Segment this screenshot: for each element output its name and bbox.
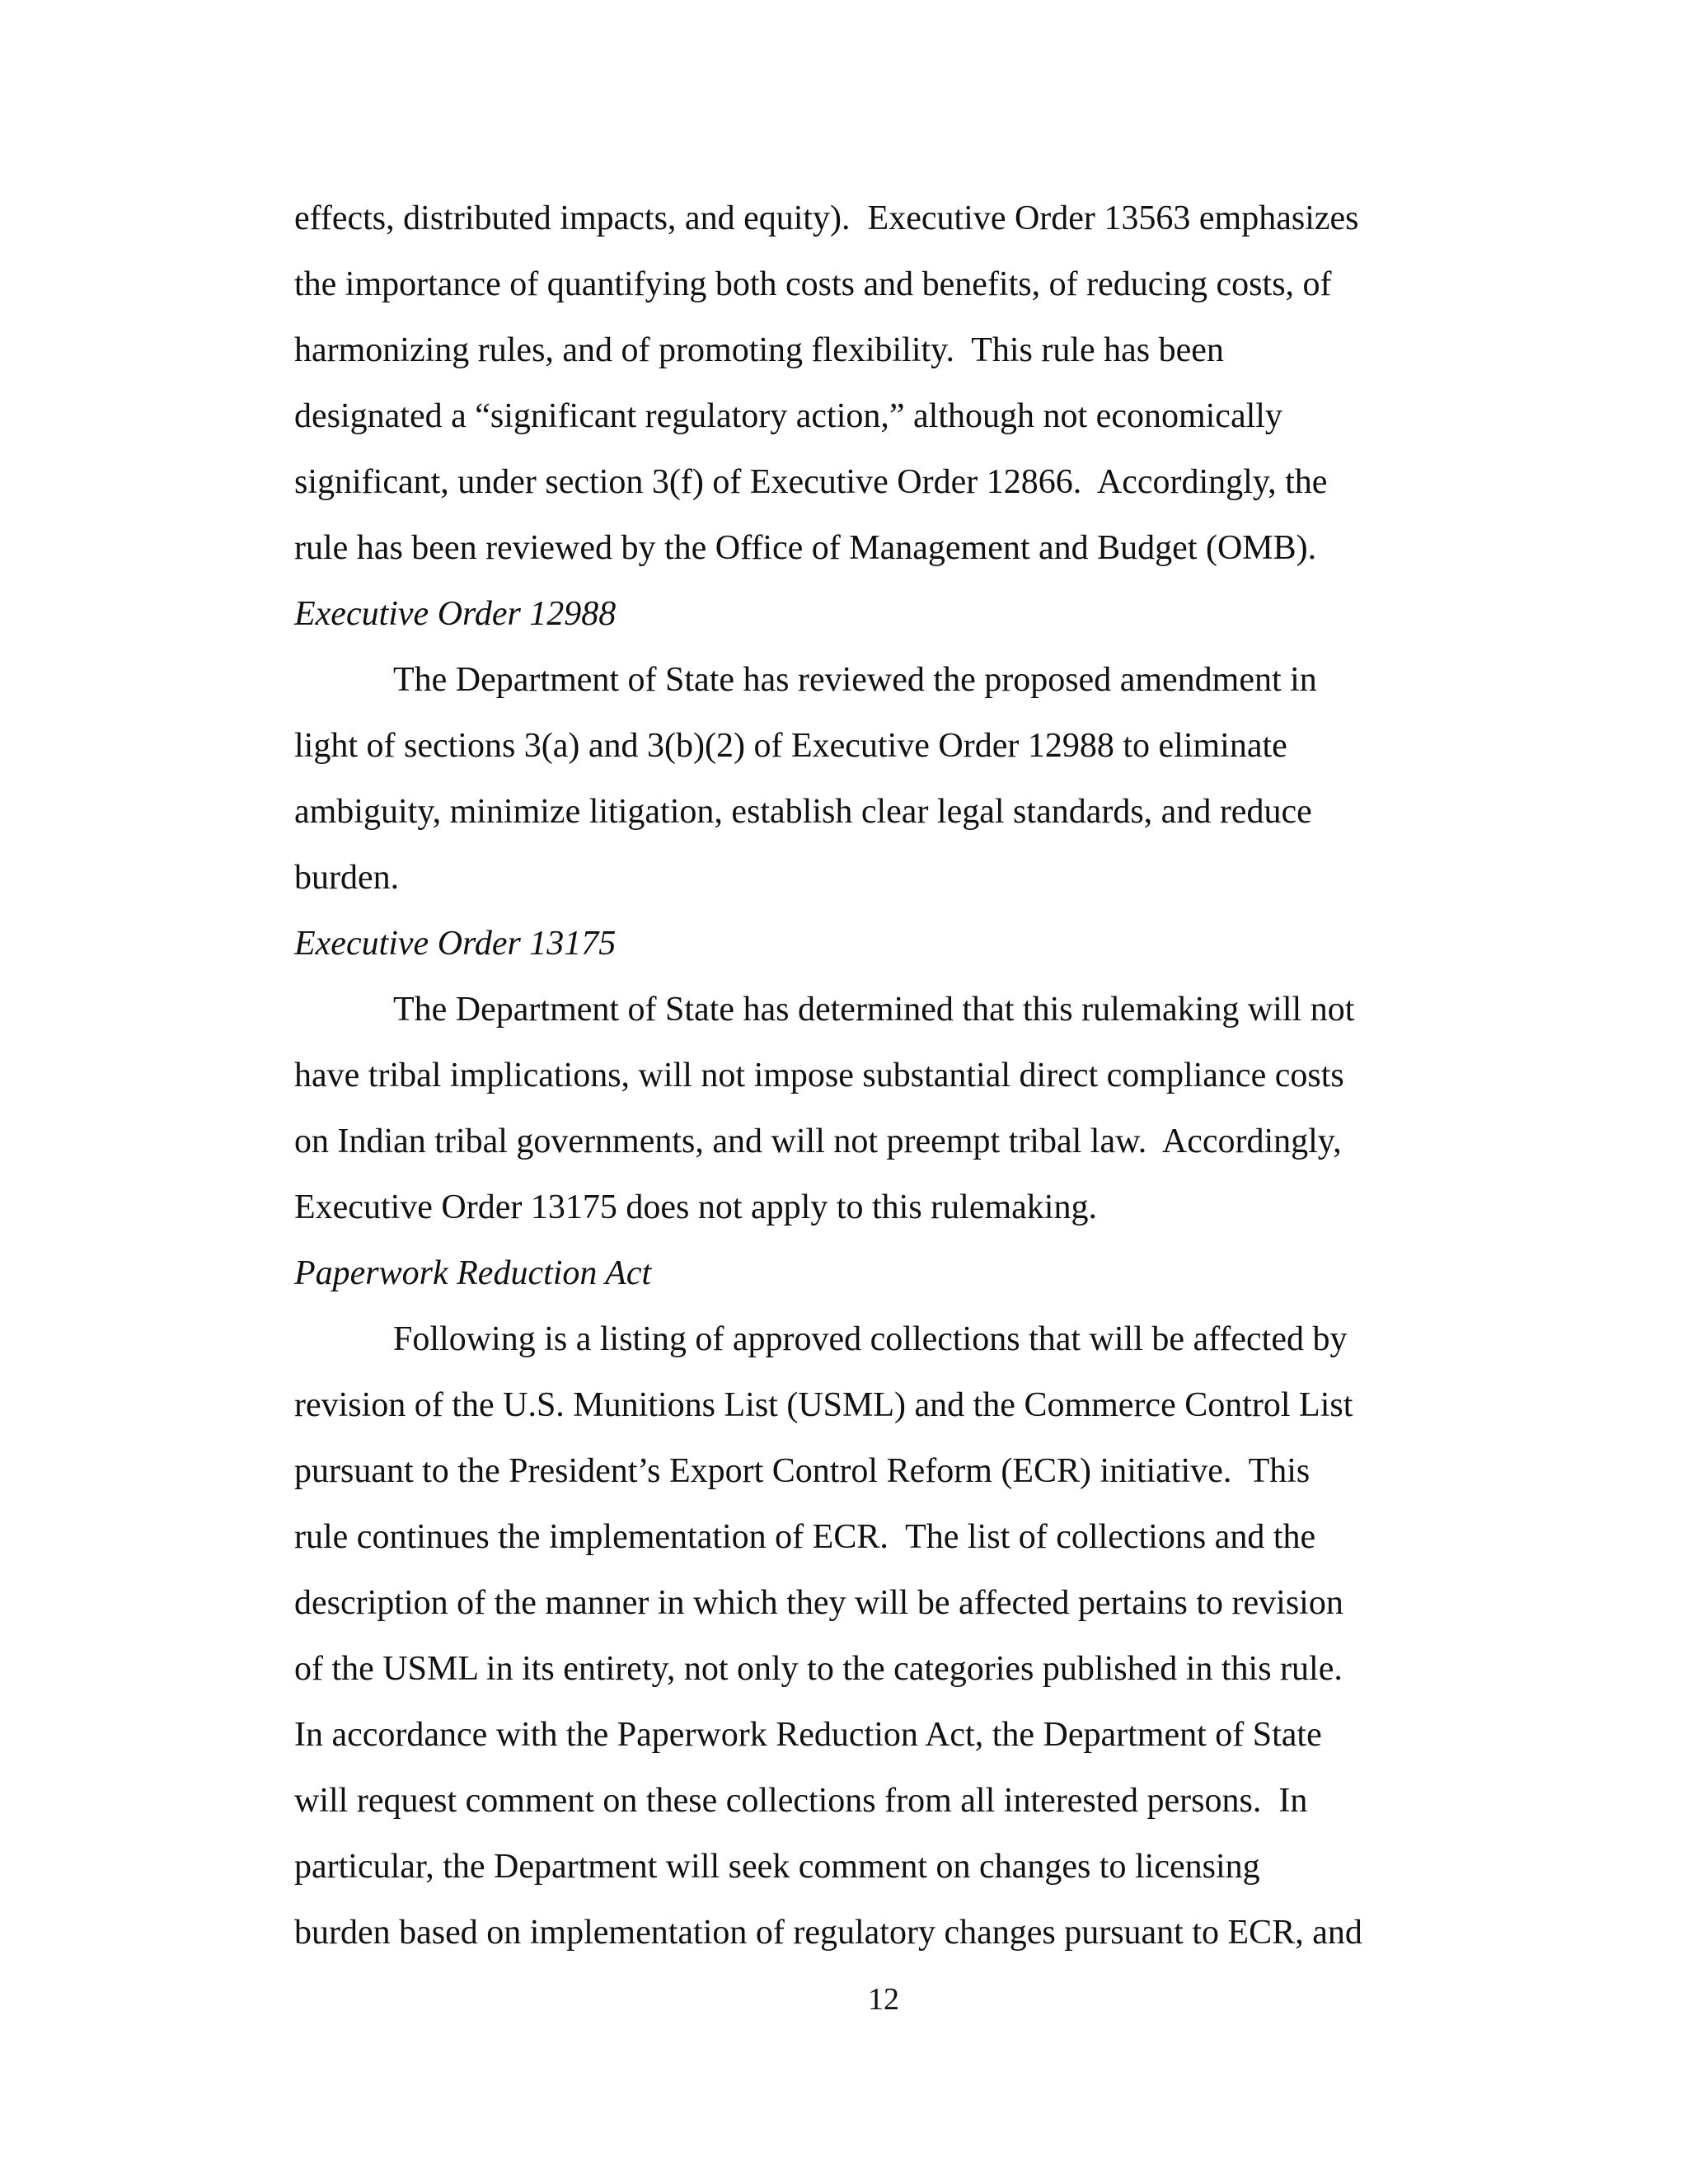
paragraph-line: ambiguity, minimize litigation, establish clear legal standards, and reduce <box>294 793 1312 831</box>
paragraph-line: pursuant to the President’s Export Control Reform (ECR) initiative. This <box>294 1452 1311 1490</box>
paragraph-line: particular, the Department will seek comment on changes to licensing <box>294 1848 1260 1886</box>
paragraph-line: will request comment on these collections from all interested persons. In <box>294 1782 1308 1820</box>
paragraph-line: Executive Order 13175 does not apply to this rulemaking. <box>294 1188 1097 1226</box>
paragraph-line: rule continues the implementation of ECR. The list of collections and the <box>294 1518 1316 1556</box>
paragraph-line: In accordance with the Paperwork Reduction Act, the Department of State <box>294 1716 1322 1754</box>
paragraph-line: rule has been reviewed by the Office of Management and Budget (OMB). <box>294 529 1317 567</box>
paragraph-line: designated a “significant regulatory action,” although not economically <box>294 397 1282 435</box>
paragraph-line: The Department of State has determined that this rulemaking will not <box>393 991 1355 1029</box>
section-heading-paperwork-reduction-act: Paperwork Reduction Act <box>294 1254 652 1292</box>
paragraph-line: Following is a listing of approved collections that will be affected by <box>393 1320 1348 1358</box>
page-number: 12 <box>868 1982 899 2017</box>
paragraph-line: effects, distributed impacts, and equity). Executive Order 13563 emphasizes <box>294 199 1359 237</box>
paragraph-line: burden based on implementation of regulatory changes pursuant to ECR, and <box>294 1914 1362 1952</box>
paragraph-line: description of the manner in which they will be affected pertains to revision <box>294 1584 1343 1622</box>
paragraph-line: burden. <box>294 859 400 897</box>
section-heading-eo-13175: Executive Order 13175 <box>294 925 617 963</box>
section-heading-eo-12988: Executive Order 12988 <box>294 595 617 633</box>
paragraph-line: light of sections 3(a) and 3(b)(2) of Executive Order 12988 to eliminate <box>294 727 1287 765</box>
paragraph-line: The Department of State has reviewed the proposed amendment in <box>393 661 1317 699</box>
paragraph-line: of the USML in its entirety, not only to the categories published in this rule. <box>294 1650 1343 1688</box>
paragraph-line: revision of the U.S. Munitions List (USML) and the Commerce Control List <box>294 1386 1353 1424</box>
paragraph-line: significant, under section 3(f) of Executive Order 12866. Accordingly, the <box>294 463 1328 501</box>
paragraph-line: on Indian tribal governments, and will not preempt tribal law. Accordingly, <box>294 1122 1342 1160</box>
paragraph-line: have tribal implications, will not impose substantial direct compliance costs <box>294 1057 1344 1094</box>
paragraph-line: harmonizing rules, and of promoting flexibility. This rule has been <box>294 331 1224 369</box>
paragraph-line: the importance of quantifying both costs and benefits, of reducing costs, of <box>294 265 1332 303</box>
